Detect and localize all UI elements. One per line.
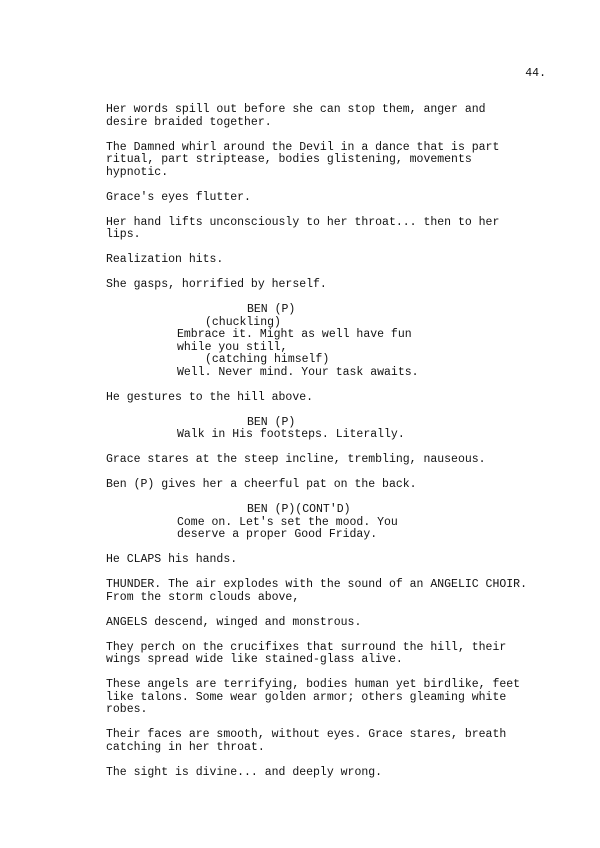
action-line: These angels are terrifying, bodies human yet birdlike, feet like talons. Some wear golden armor; others gleaming white robes. [106,678,521,716]
action-line: He gestures to the hill above. [106,390,314,404]
action-line: Grace's eyes flutter. [106,190,251,204]
dialogue-block [106,417,526,442]
parenthetical: (chuckling) [205,315,281,329]
dialogue-line: Walk in His footsteps. Literally. [177,428,405,441]
character-name: BEN (P) [247,303,296,316]
action-line: Ben (P) gives her a cheerful pat on the back. [106,478,417,491]
action-line: They perch on the crucifixes that surround the hill, their wings spread wide like stained-glass alive. [106,640,507,666]
action-line: Her hand lifts unconsciously to her throat... then to her lips. [106,215,500,241]
action-line: Her words spill out before she can stop them, anger and desire braided together. [106,103,486,129]
dialogue-line: Well. Never mind. Your task awaits. [177,365,419,379]
action-line: Grace stares at the steep incline, trembling, nauseous. [106,453,486,466]
action-line: Their faces are smooth, without eyes. Grace stares, breath catching in her throat. [106,728,507,754]
character-name: BEN (P) [247,415,296,429]
dialogue-block [106,504,526,542]
dialogue-line: Embrace it. Might as well have fun while you still, [177,328,412,354]
action-line: Realization hits. [106,253,224,266]
character-name: BEN (P)(CONT'D) [247,503,351,516]
action-line: She gasps, horrified by herself. [106,278,327,291]
dialogue-block [106,304,526,379]
action-line: ANGELS descend, winged and monstrous. [106,615,362,629]
dialogue-line: Come on. Let's set the mood. You deserve a proper Good Friday. [177,515,398,541]
action-line: The Damned whirl around the Devil in a dance that is part ritual, part striptease, bodies glistening, movements hypnotic. [106,140,500,179]
screenplay-body [106,104,526,792]
action-line: The sight is divine... and deeply wrong. [106,765,383,779]
page-number: 44. [525,67,546,80]
parenthetical: (catching himself) [205,353,330,366]
action-line: He CLAPS his hands. [106,553,238,566]
action-line: THUNDER. The air explodes with the sound of an ANGELIC CHOIR. From the storm clouds above, [106,578,527,604]
